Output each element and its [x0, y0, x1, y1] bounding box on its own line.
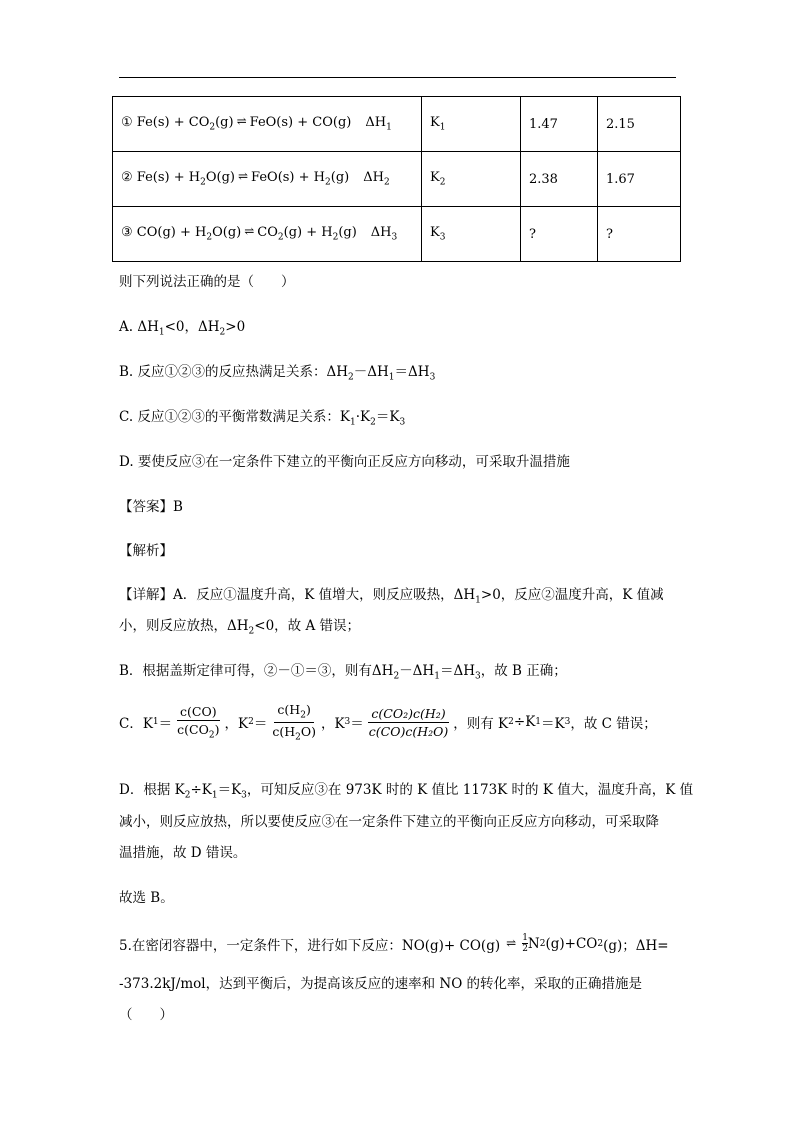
table-row: [113, 152, 681, 207]
k2-fraction: $\frac{c(H_2)}{c(H_2O)}$: [272, 702, 316, 742]
question-5-line: 5.在密闭容器中，一定条件下，进行如下反应：NO(g)+ CO(g) ⇌ 1 2 N 2 (g)+CO 2 (g)；ΔH=: [119, 933, 669, 954]
question-stem: 则下列说法正确的是（ ）: [119, 274, 295, 290]
header-rule: [119, 77, 676, 78]
value-cell: ?: [598, 207, 681, 262]
conclusion: 故选 B。: [119, 890, 174, 906]
detail-line: B．根据盖斯定律可得，②－①＝③，则有$\Delta H_2-\Delta H_1=\Delta H_3$，故 B 正确；: [119, 663, 567, 682]
reaction-cell: ② $Fe(s) + H_2O(g)$ ⇌ $FeO(s) + H_2(g)$ $\Delta H_2$: [113, 152, 422, 207]
question-5-blank: （ ）: [119, 1007, 173, 1023]
detail-line: 【详解】A．反应①温度升高，K 值增大，则反应吸热，$\Delta H_1>0$，反应②温度升高，K 值减: [119, 587, 664, 606]
answer: 【答案】B: [119, 499, 183, 515]
k-cell: $K_1$: [422, 97, 521, 152]
value-cell: 1.47: [521, 97, 598, 152]
table-row: [113, 207, 681, 262]
value-cell: 1.67: [598, 152, 681, 207]
value-cell: 2.15: [598, 97, 681, 152]
value-cell: 2.38: [521, 152, 598, 207]
option-a: A. $\Delta H_1<0$，$\Delta H_2>0$: [119, 319, 246, 338]
half-fraction: 1 2: [522, 933, 528, 954]
detail-formula-line: C．K 1 ＝ $\frac{c(CO)}{c(CO_2)}$ ，K 2 ＝ $\frac{c(H_2)}{c(H_2O)}$ ，K 3 ＝ $\frac{\text{c(CO₂)c(H₂)}}{\text{c(CO)c(H₂O)}}$ ，则有 K 2 ÷K 1 ＝K 3 ，故 C 错误；: [119, 702, 657, 742]
detail-line: 小，则反应放热，$\Delta H_2<0$，故 A 错误；: [119, 618, 360, 637]
k1-fraction: $\frac{c(CO)}{c(CO_2)}$: [177, 703, 220, 741]
k3-fraction: $\frac{\text{c(CO₂)c(H₂)}}{\text{c(CO)c(H₂O)}}$: [368, 705, 449, 739]
detail-line: 温措施，故 D 错误。: [119, 845, 247, 861]
option-b: B. 反应①②③的反应热满足关系：$\Delta H_2-\Delta H_1=\Delta H_3$: [119, 364, 436, 383]
analysis-heading: 【解析】: [119, 543, 173, 559]
reaction-cell: ③ $CO(g) + H_2O(g)$ ⇌ $CO_2(g) + H_2(g)$ $\Delta H_3$: [113, 207, 422, 262]
detail-line: 减小，则反应放热，所以要使反应③在一定条件下建立的平衡向正反应方向移动，可采取降: [119, 814, 659, 830]
k-cell: $K_3$: [422, 207, 521, 262]
reaction-cell: ① $Fe(s) + CO_2(g)$ ⇌ FeO(s) + CO(g) $\Delta H_1$: [113, 97, 422, 152]
option-c: C. 反应①②③的平衡常数满足关系：$K_1\cdot K_2=K_3$: [119, 409, 406, 428]
reaction-table: [112, 96, 681, 262]
value-cell: ?: [521, 207, 598, 262]
question-5-line: -373.2kJ/mol，达到平衡后，为提高该反应的速率和 NO 的转化率，采取的正确措施是: [119, 976, 643, 992]
table-row: [113, 97, 681, 152]
option-d: D. 要使反应③在一定条件下建立的平衡向正反应方向移动，可采取升温措施: [119, 454, 570, 470]
k-cell: $K_2$: [422, 152, 521, 207]
detail-line: D．根据 $K_2\div K_1=K_3$，可知反应③在 973K 时的 K 值比 1173K 时的 K 值大，温度升高，K 值: [119, 782, 694, 801]
